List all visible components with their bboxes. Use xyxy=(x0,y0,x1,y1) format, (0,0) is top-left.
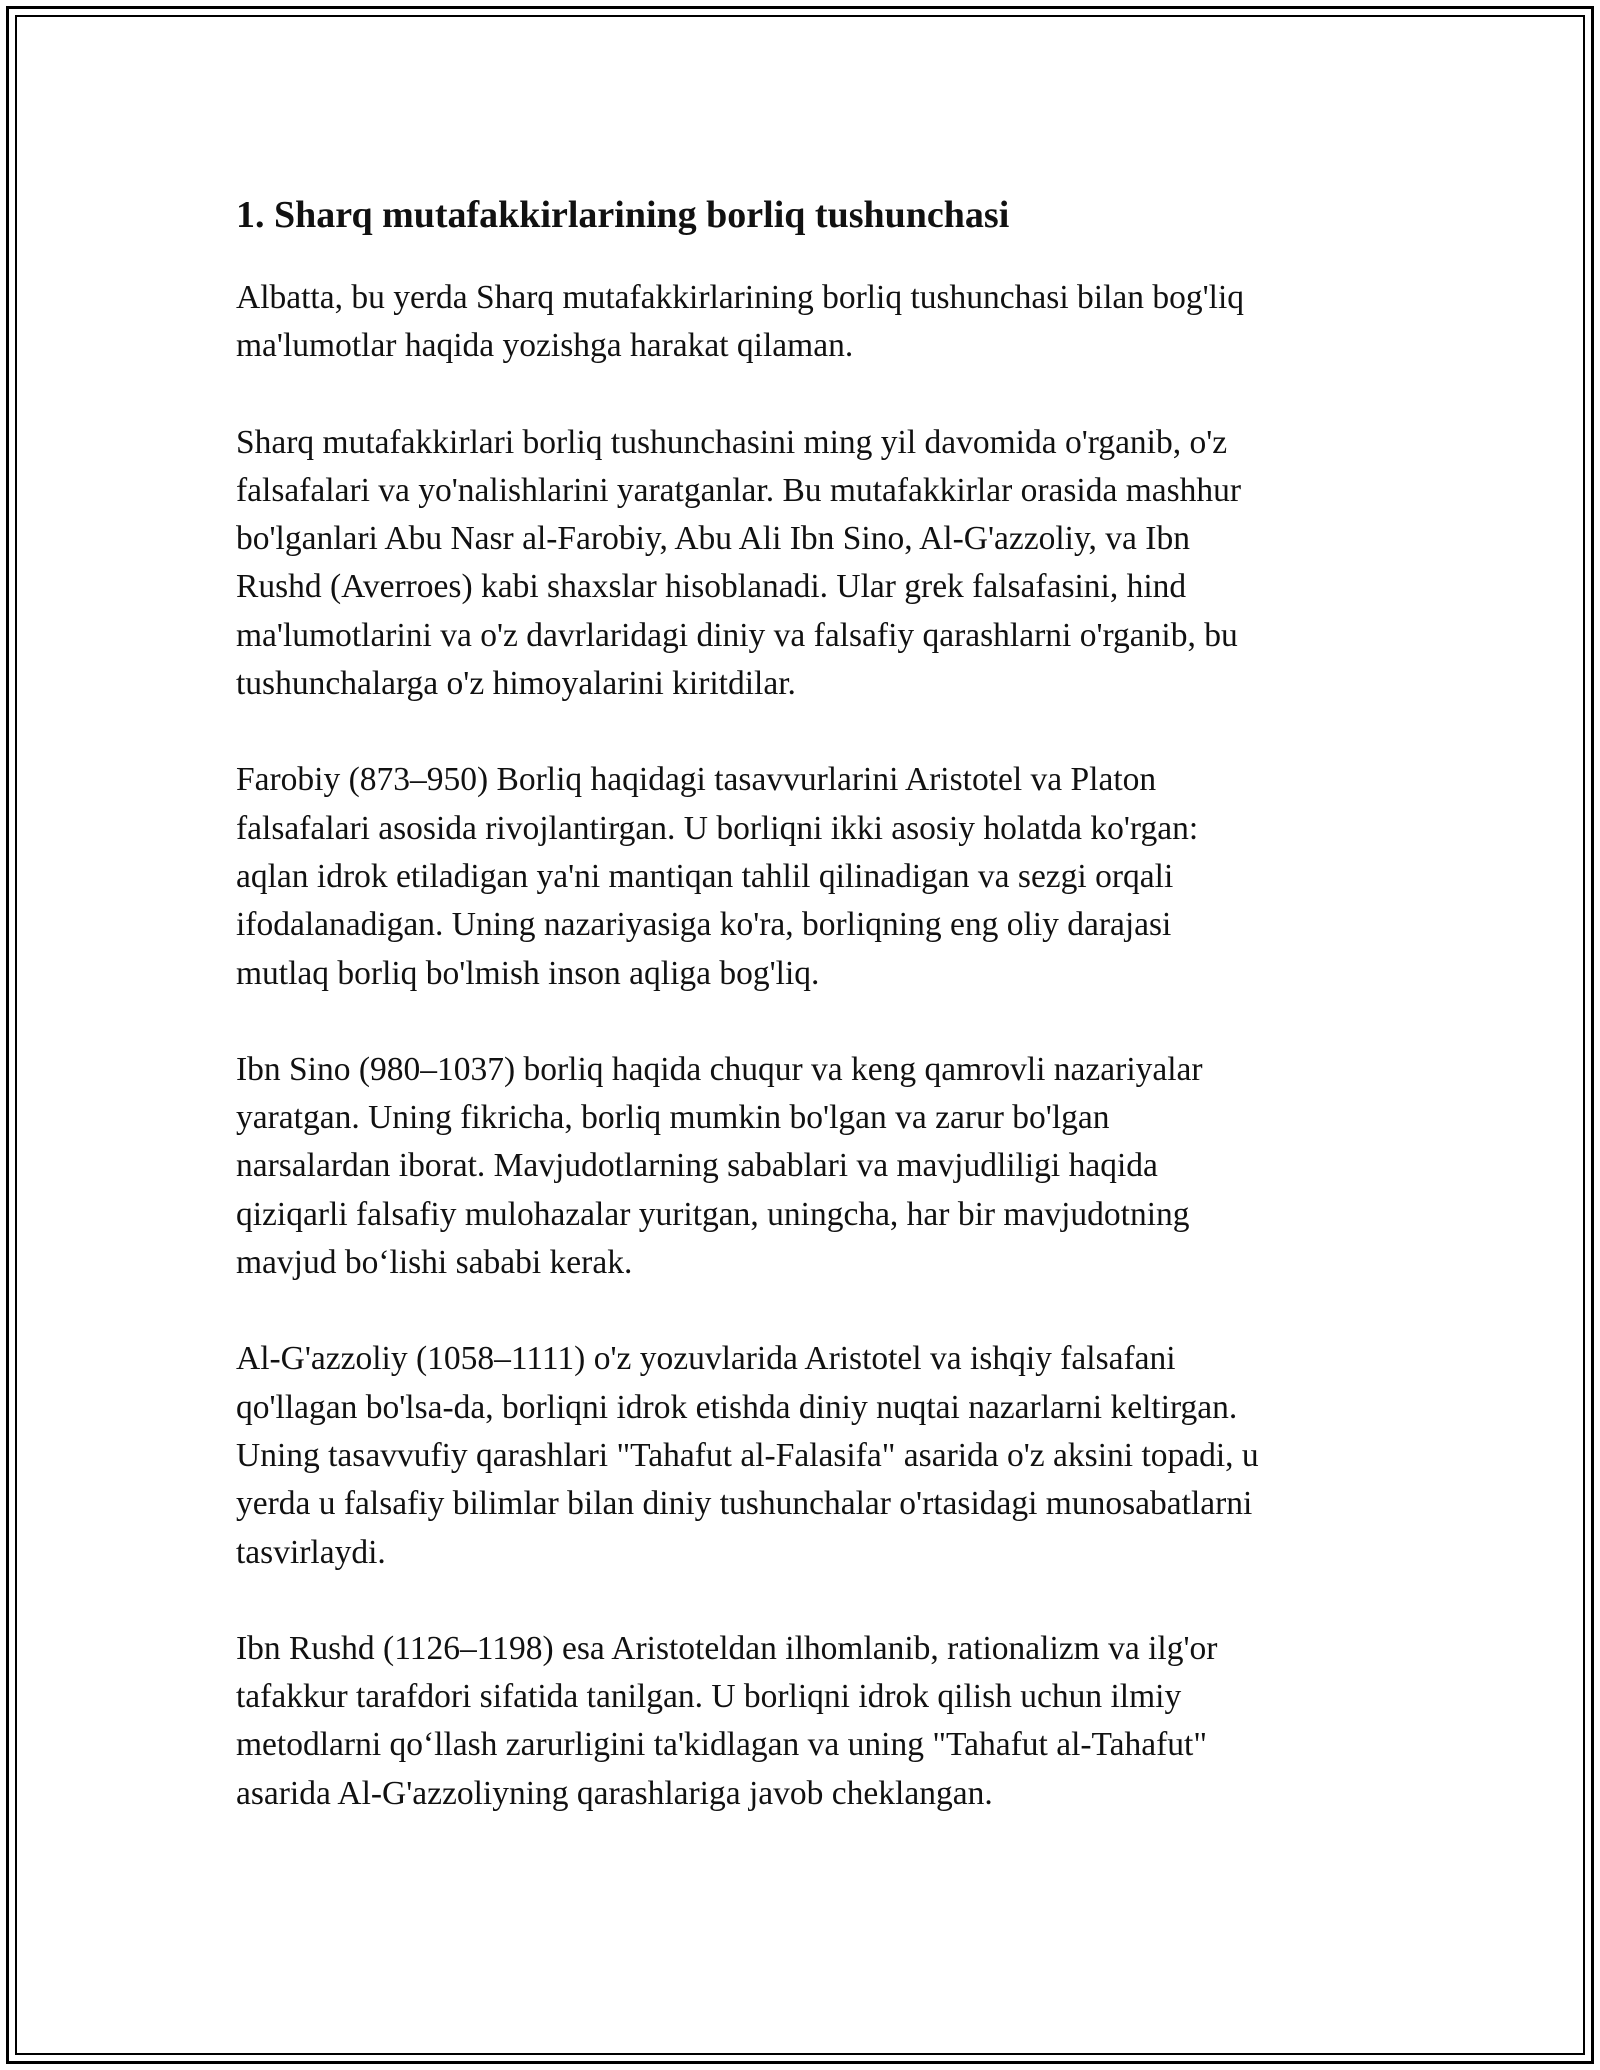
paragraph-eastern-thinkers: Sharq mutafakkirlari borliq tushunchasini ming yil davomida o'rganib, o'z falsafalari va yo'nalishlarini yaratganlar. Bu mutafakkirlar orasida mashhur bo'lganlari Abu Nasr al-Farobiy, Abu Ali Ibn Sino, Al-G'azzoliy, va Ibn Rushd (Averroes) kabi shaxslar hisoblanadi. Ular grek falsafasini, hind ma'lumotlarini va o'z davrlaridagi diniy va falsafiy qarashlarni o'rganib, bu tushunchalarga o'z himoyalarini kiritdilar. xyxy=(236,423,1242,703)
section-heading: 1. Sharq mutafakkirlarining borliq tushunchasi xyxy=(236,194,1010,236)
paragraph-al-gazzoliy: Al-G'azzoliy (1058–1111) o'z yozuvlarida Aristotel va ishqiy falsafani qo'llagan bo'lsa-da, borliqni idrok etishda diniy nuqtai nazarlarni keltirgan. Uning tasavvufiy qarashlari "Tahafut al-Falasifa" asarida o'z aksini topadi, u yerda u falsafiy bilimlar bilan diniy tushunchalar o'rtasidagi munosabatlarni tasvirlaydi. xyxy=(236,1340,1259,1571)
paragraph-ibn-sino: Ibn Sino (980–1037) borliq haqida chuqur va keng qamrovli nazariyalar yaratgan. Uning fikricha, borliq mumkin bo'lgan va zarur bo'lgan narsalardan iborat. Mavjudotlarning sabablari va mavjudliligi haqida qiziqarli falsafiy mulohazalar yuritgan, uningcha, har bir mavjudotning mavjud bo‘lishi sababi kerak. xyxy=(236,1050,1203,1282)
paragraph-farobiy: Farobiy (873–950) Borliq haqidagi tasavvurlarini Aristotel va Platon falsafalari asosida rivojlantirgan. U borliqni ikki asosiy holatda ko'rgan: aqlan idrok etiladigan ya'ni mantiqan tahlil qilinadigan va sezgi orqali ifodalanadigan. Uning nazariyasiga ko'ra, borliqning eng oliy darajasi mutlaq borliq bo'lmish inson aqliga bog'liq. xyxy=(236,761,1199,992)
document-body xyxy=(236,186,1366,1866)
paragraph-ibn-rushd: Ibn Rushd (1126–1198) esa Aristoteldan ilhomlanib, rationalizm va ilg'or tafakkur tarafdori sifatida tanilgan. U borliqni idrok qilish uchun ilmiy metodlarni qo‘llash zarurligini ta'kidlagan va uning "Tahafut al-Tahafut" asarida Al-G'azzoliyning qarashlariga javob cheklangan. xyxy=(236,1629,1218,1812)
paragraph-intro: Albatta, bu yerda Sharq mutafakkirlarining borliq tushunchasi bilan bog'liq ma'lumotlar haqida yozishga harakat qilaman. xyxy=(236,279,1245,365)
